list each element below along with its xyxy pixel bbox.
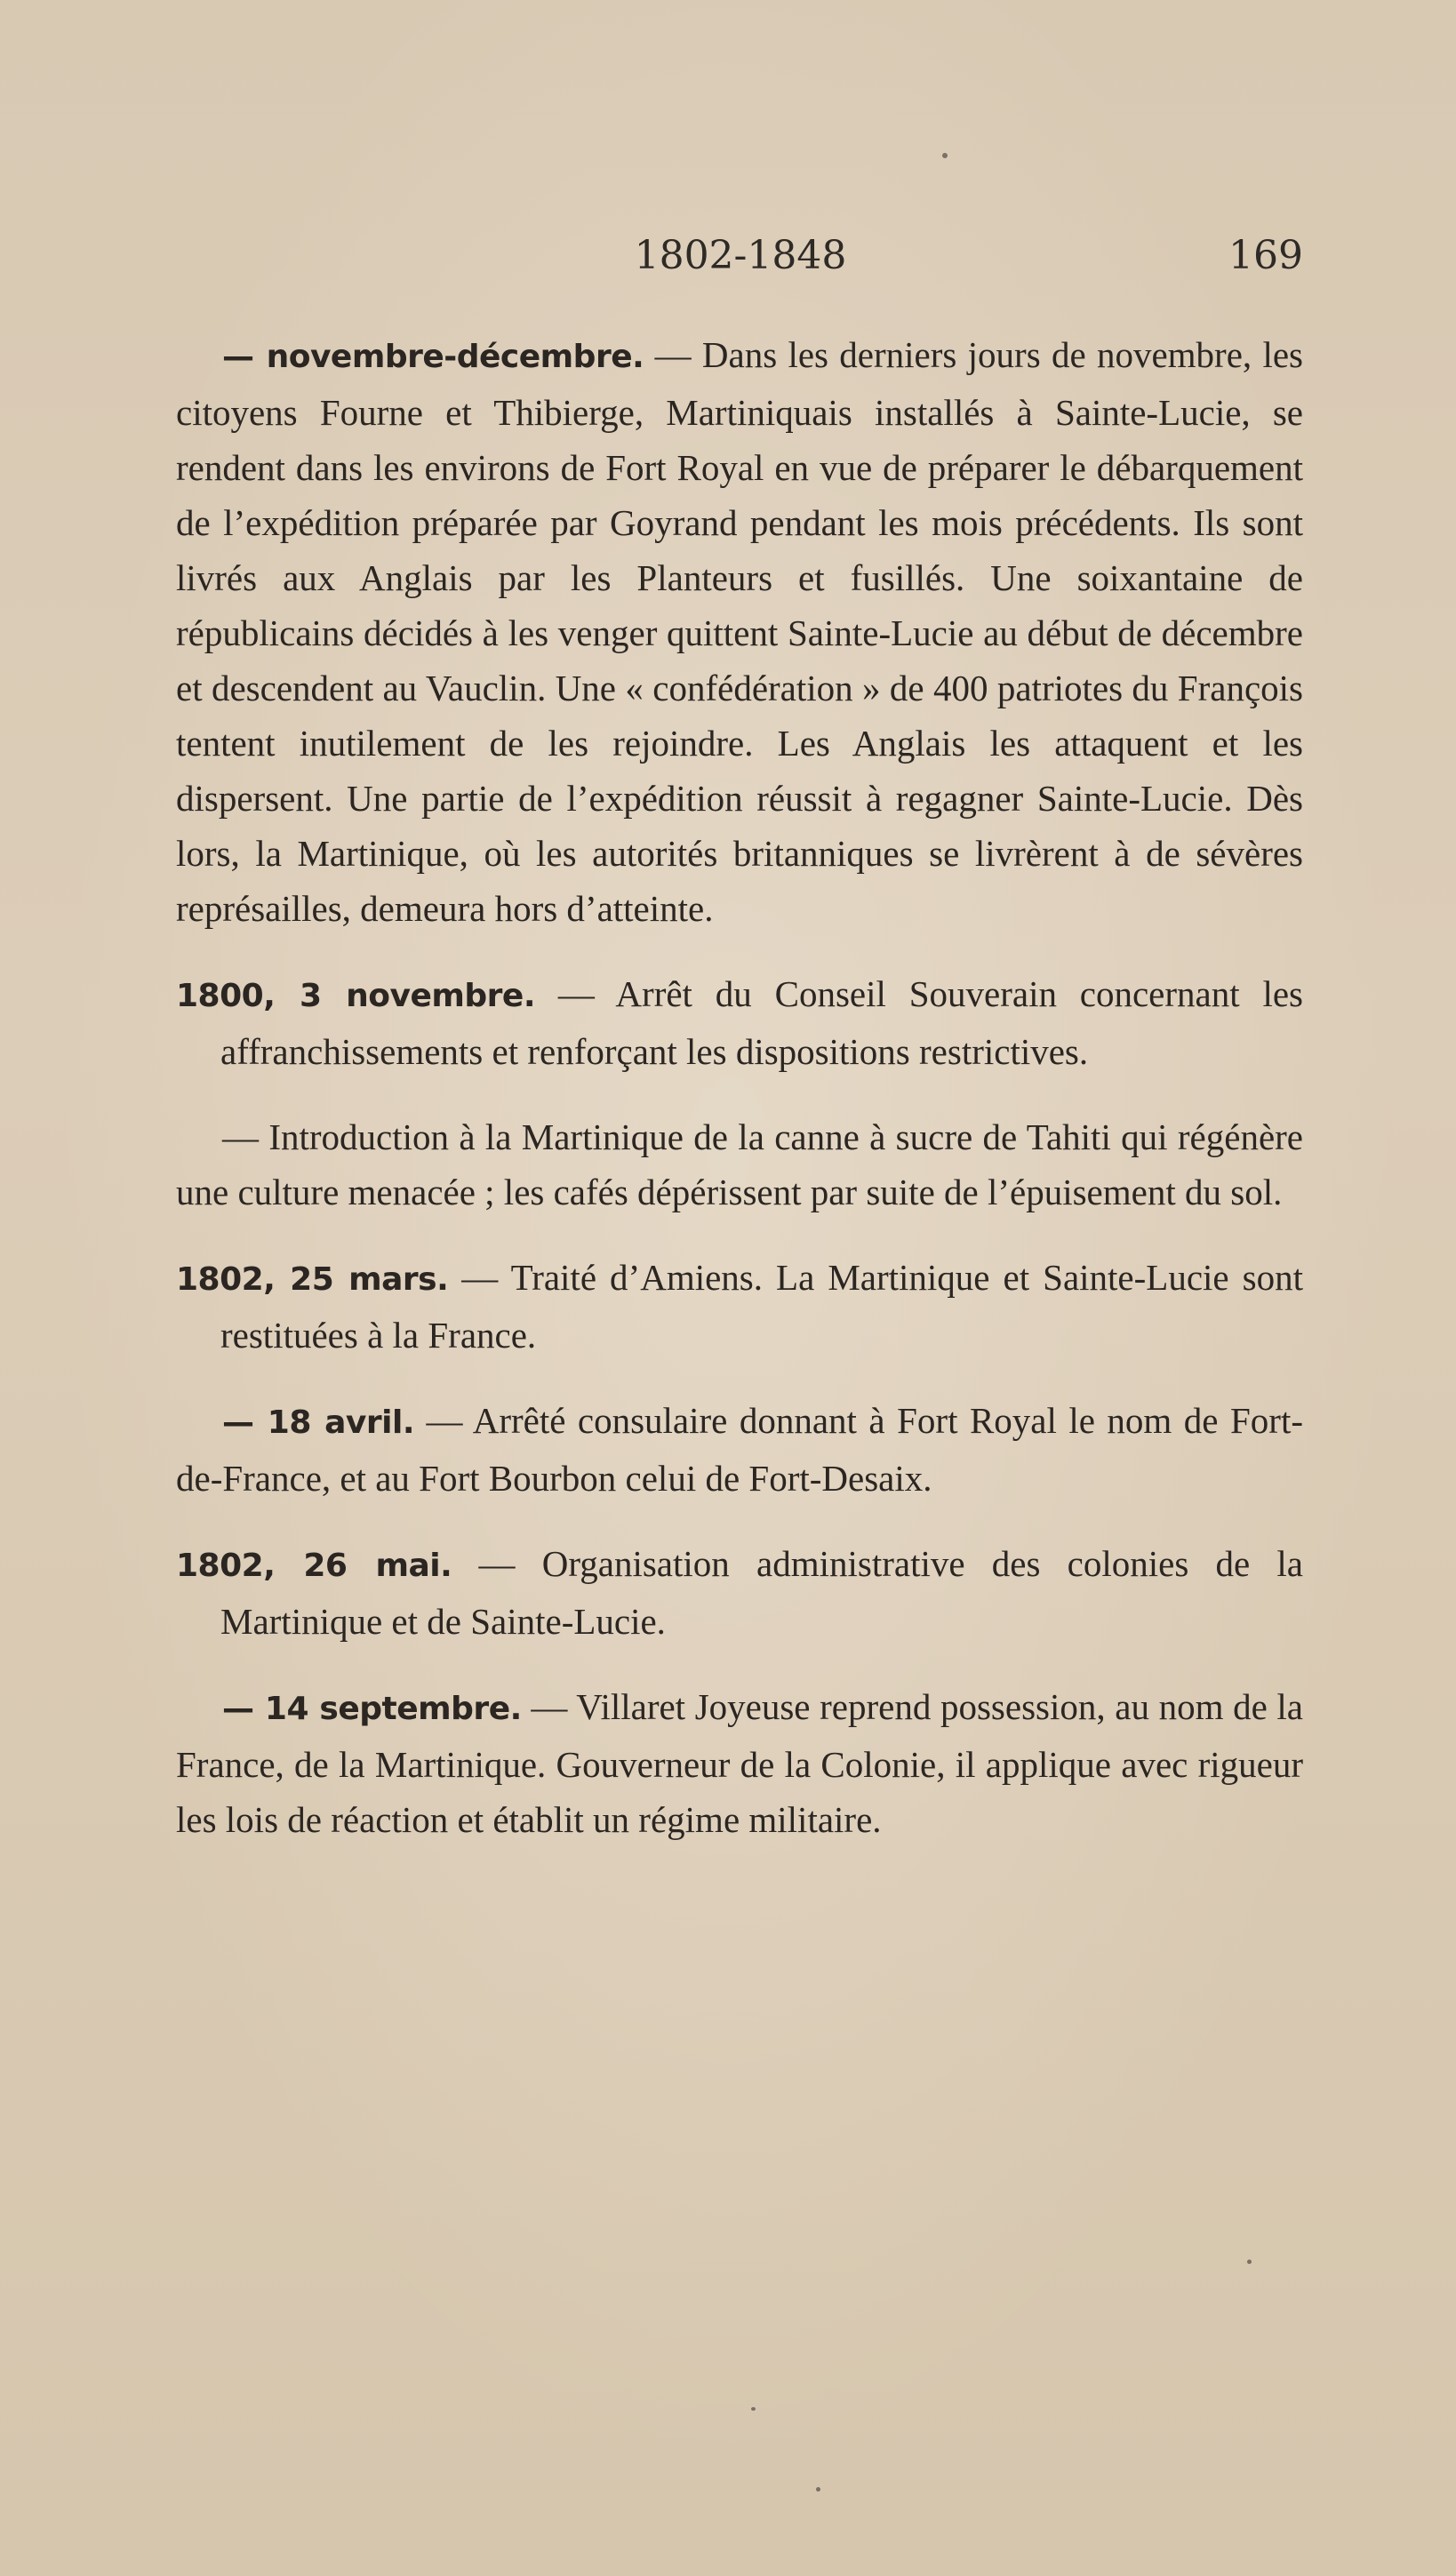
entry-text: — Introduction à la Martinique de la canne à sucre de Tahiti qui régénère une culture menacée ; les cafés dépérissent par suite de l’épuisement du sol.	[176, 1116, 1303, 1212]
entry-date: — 18 avril.	[222, 1404, 414, 1441]
page-body	[176, 327, 1303, 1877]
chronology-entry-canne-a-sucre	[176, 1109, 1303, 1220]
entry-date: 1802, 25 mars.	[176, 1261, 449, 1298]
chronology-entry-18-avril	[176, 1393, 1303, 1506]
entry-text: — Villaret Joyeuse reprend possession, au nom de la France, de la Martinique. Gouverneur de la Colonie, il applique avec rigueur les lois de réaction et établit un régime militaire.	[176, 1686, 1303, 1840]
entry-text: — Traité d’Amiens. La Martinique et Sainte-Lucie sont restituées à la France.	[220, 1257, 1303, 1356]
running-header	[178, 233, 1303, 286]
chronology-entry-1800-3-novembre	[176, 966, 1303, 1079]
page-number: 169	[1228, 233, 1303, 278]
chronology-entry-novembre-decembre	[176, 327, 1303, 936]
entry-date: 1802, 26 mai.	[176, 1548, 452, 1584]
chronology-entry-1802-26-mai	[176, 1536, 1303, 1649]
paper-speck	[816, 2487, 820, 2492]
entry-date: — novembre-décembre.	[222, 339, 644, 375]
paper-speck	[1247, 2260, 1252, 2264]
running-title: 1802-1848	[634, 233, 847, 278]
entry-text: — Arrêt du Conseil Souverain concernant les affranchissements et renforçant les dispositions restrictives.	[220, 973, 1303, 1072]
chronology-entry-1802-25-mars	[176, 1250, 1303, 1363]
chronology-entry-14-septembre	[176, 1679, 1303, 1847]
paper-speck	[751, 2407, 756, 2411]
entry-text: — Dans les derniers jours de novembre, les citoyens Fourne et Thibierge, Martiniquais installés à Sainte-Lucie, se rendent dans les environs de Fort Royal en vue de préparer le débarquement de l’expédition préparée par Goyrand pendant les mois précédents. Ils sont livrés aux Anglais par les Planteurs et fusillés. Une soixantaine de républicains décidés à les venger quittent Sainte-Lucie au début de décembre et descendent au Vauclin. Une « confédération » de 400 patriotes du François tentent inutilement de les rejoindre. Les Anglais les attaquent et les dispersent. Une partie de l’expédition réussit à regagner Sainte-Lucie. Dès lors, la Martinique, où les autorités britanniques se livrèrent à de sévères représailles, demeura hors d’atteinte.	[176, 334, 1303, 929]
entry-text: — Arrêté consulaire donnant à Fort Royal le nom de Fort-de-France, et au Fort Bourbon celui de Fort-Desaix.	[176, 1400, 1303, 1499]
entry-text: — Organisation administrative des colonies de la Martinique et de Sainte-Lucie.	[220, 1543, 1303, 1642]
entry-date: 1800, 3 novembre.	[176, 978, 536, 1014]
paper-speck	[942, 153, 948, 158]
entry-date: — 14 septembre.	[222, 1691, 522, 1727]
